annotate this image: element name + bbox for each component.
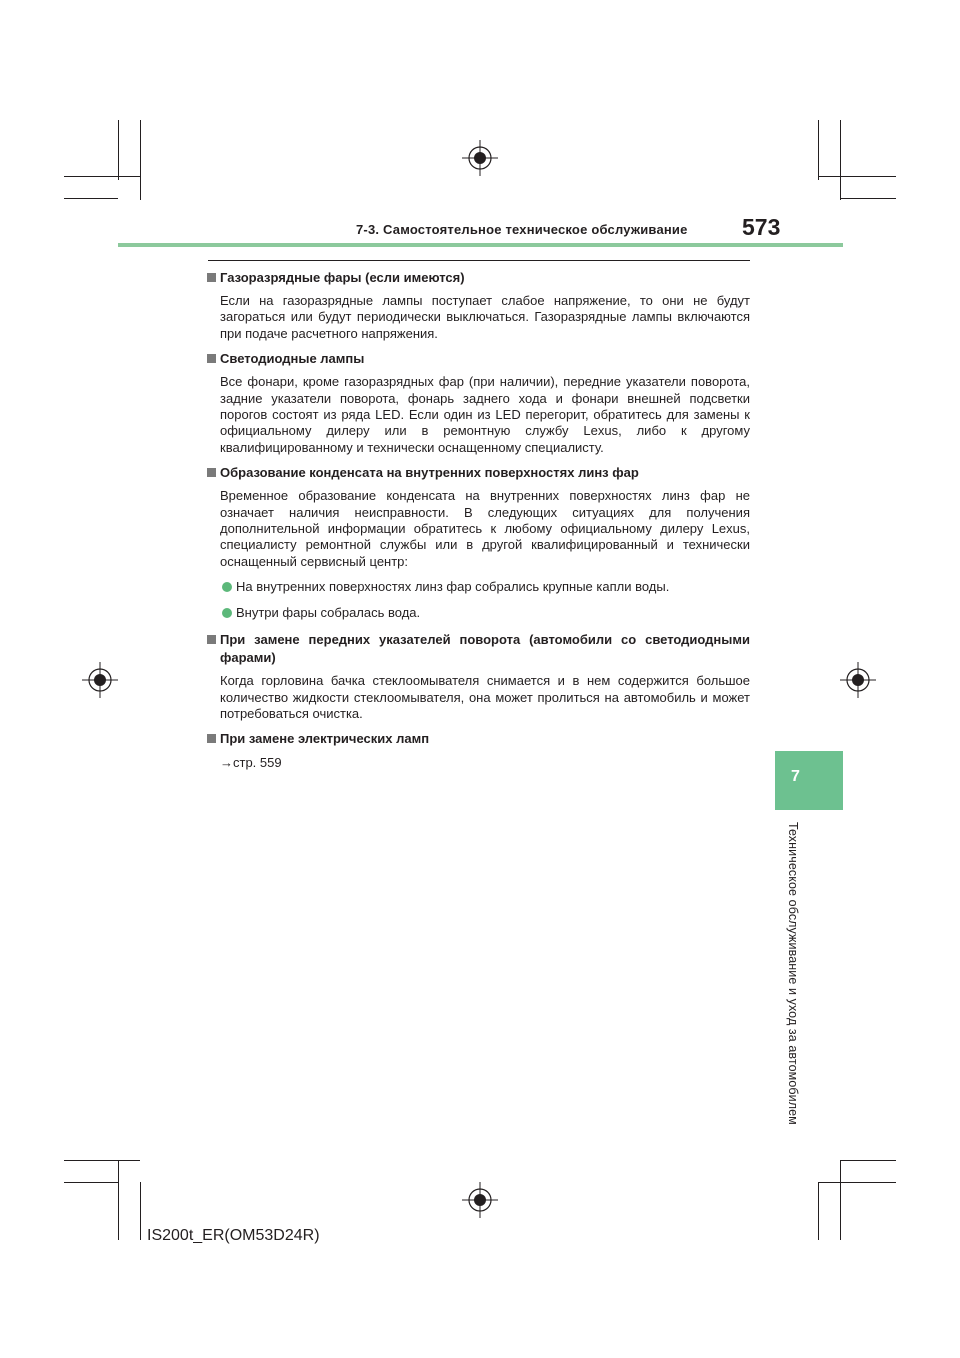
section-body: Когда горловина бачка стеклоомывателя снимается и в нем содержится большое количество жидкости стеклоомывателя, она может пролиться на автомобиль и может потребоваться очистка. [220, 673, 750, 721]
section-heading-text: Светодиодные лампы [220, 351, 365, 367]
round-bullet-icon [222, 582, 232, 592]
chapter-caption: Техническое обслуживание и уход за автомобилем [786, 822, 800, 1125]
crop-mark [818, 120, 819, 180]
crop-mark [64, 1182, 118, 1183]
crop-mark [818, 1182, 819, 1240]
section-body: Если на газоразрядные лампы поступает слабое напряжение, то они не будут загораться или будут периодически выключаться. Газоразрядные лампы включаются при подаче расчетного напряжения. [220, 293, 750, 341]
section-heading [206, 464, 750, 482]
section-heading-text: Газоразрядные фары (если имеются) [220, 270, 465, 285]
page-content [206, 262, 750, 772]
section-body: Все фонари, кроме газоразрядных фар (при наличии), передние указатели поворота, задние указатели поворота, фонарь заднего хода и фонари внешней подсветки порогов состоят из ряда LED. Если один из LED перегорит, обратитесь для замены к официальному дилеру или в ремонтную службу Lexus, либо к другому квалифицированному и технически оснащенному специалисту. [220, 374, 750, 455]
section-heading [206, 350, 750, 368]
crop-mark [840, 198, 896, 199]
section-heading-text: При замене электрических ламп [220, 731, 430, 747]
crop-mark [840, 120, 841, 200]
section-heading [206, 631, 750, 667]
page-reference-text[interactable]: стр. 559 [233, 755, 282, 771]
chapter-number: 7 [791, 768, 800, 785]
crop-mark [840, 1160, 896, 1161]
section-heading [206, 269, 750, 287]
section-body: Временное образование конденсата на внутренних поверхностях линз фар не означает наличия неисправности. В следующих ситуациях для получения дополнительной информации обратитесь к любому официальному дилеру Lexus, специалисту ремонтной службы или в другой квалифицированный и технически оснащенный сервисный центр: [220, 488, 750, 569]
crop-mark [118, 120, 119, 180]
list-item [206, 579, 750, 595]
arrow-right-icon: → [220, 755, 233, 771]
square-bullet-icon [207, 354, 216, 363]
chapter-tab [775, 751, 843, 810]
crop-mark [64, 1160, 140, 1161]
registration-mark-icon [840, 662, 876, 698]
list-item-text: Внутри фары собралась вода. [236, 604, 421, 620]
section-heading-text: При замене передних указателей поворота (автомобили со светодиодными фарами) [220, 632, 750, 666]
page-number: 573 [742, 214, 781, 240]
square-bullet-icon [207, 734, 216, 743]
content-top-rule [208, 260, 750, 261]
round-bullet-icon [222, 608, 232, 618]
crop-mark [818, 176, 896, 177]
document-code: IS200t_ER(OM53D24R) [147, 1227, 320, 1244]
square-bullet-icon [207, 273, 216, 282]
list-item [206, 605, 750, 621]
section-heading-text: Образование конденсата на внутренних поверхностях линз фар [220, 465, 639, 481]
crop-mark [64, 176, 140, 177]
page-reference[interactable] [206, 755, 750, 771]
crop-mark [140, 1182, 141, 1240]
list-item-text: На внутренних поверхностях линз фар собрались крупные капли воды. [236, 579, 670, 595]
square-bullet-icon [207, 635, 216, 644]
crop-mark [140, 120, 141, 200]
square-bullet-icon [207, 468, 216, 477]
crop-mark [64, 198, 118, 199]
running-header: 7-3. Самостоятельное техническое обслуживание [356, 222, 688, 237]
section-heading [206, 730, 750, 748]
registration-mark-icon [82, 662, 118, 698]
registration-mark-icon [462, 1182, 498, 1218]
crop-mark [840, 1160, 841, 1240]
header-rule [118, 243, 843, 247]
registration-mark-icon [462, 140, 498, 176]
crop-mark [818, 1182, 896, 1183]
crop-mark [118, 1160, 119, 1240]
